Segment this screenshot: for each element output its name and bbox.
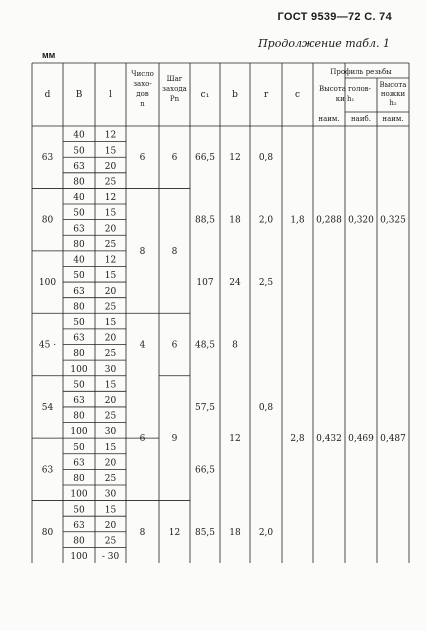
cell-c1: 48,5 (194, 340, 216, 351)
cell-c1: 57,5 (194, 402, 216, 413)
cell-l: 25 (104, 239, 117, 250)
col-header-b: B (75, 90, 83, 100)
col-header-n: захо- (133, 80, 152, 88)
cell-pn: 9 (171, 434, 178, 445)
cell-r: 0,8 (258, 402, 274, 413)
col-header-b-width: b (232, 90, 238, 100)
cell-c1: 88,5 (194, 215, 216, 226)
cell-b: 63 (73, 520, 85, 531)
col-header-r: r (263, 90, 269, 100)
cell-d: 63 (41, 465, 54, 476)
unit-label: мм (42, 50, 56, 60)
cell-l: 20 (104, 224, 117, 235)
cell-l: 25 (104, 536, 117, 547)
col-header-n: n (140, 100, 145, 108)
cell-b: 80 (73, 177, 85, 188)
cell-l: 20 (104, 161, 117, 172)
cell-c1: 85,5 (194, 527, 216, 538)
cell-l: 20 (104, 396, 117, 407)
cell-b: 50 (73, 146, 85, 157)
cell-b: 63 (73, 286, 85, 297)
cell-l: 12 (104, 193, 117, 204)
cell-r: 2,0 (258, 527, 274, 538)
cell-n: 8 (139, 527, 146, 538)
cell-l: 15 (104, 505, 117, 516)
cell-b-width: 18 (229, 527, 241, 538)
cell-b: 100 (70, 364, 88, 375)
col-header-n: дов (136, 90, 149, 98)
cell-b: 63 (73, 333, 85, 344)
cell-l: 25 (104, 302, 117, 313)
cell-b: 50 (73, 271, 85, 282)
col-header-c1: c₁ (200, 90, 210, 100)
cell-r: 2,0 (258, 215, 274, 226)
cell-l: - 30 (101, 552, 120, 563)
cell-b: 100 (70, 489, 88, 500)
cell-b: 80 (73, 536, 85, 547)
cell-b: 40 (73, 130, 85, 141)
cell-r: 0,8 (258, 153, 274, 164)
cell-b: 50 (73, 442, 85, 453)
col-header-l: l (109, 90, 112, 100)
cell-d: 63 (41, 153, 54, 164)
cell-h1-max: 0,320 (348, 215, 374, 226)
cell-l: 20 (104, 286, 117, 297)
cell-l: 20 (104, 520, 117, 531)
cell-l: 30 (104, 364, 117, 375)
cell-l: 25 (104, 177, 117, 188)
standard-code: ГОСТ 9539—72 С. 74 (277, 11, 392, 23)
cell-c: 2,8 (290, 434, 305, 445)
cell-b: 80 (73, 474, 85, 485)
cell-pn: 12 (168, 527, 181, 538)
cell-l: 30 (104, 427, 117, 438)
cell-b: 50 (73, 208, 85, 219)
cell-l: 15 (104, 271, 117, 282)
cell-d: 45 · (38, 340, 57, 351)
cell-b: 40 (73, 255, 85, 266)
cell-h1-min: 0,288 (316, 215, 342, 226)
col-header-min: наим. (318, 115, 340, 123)
cell-b-width: 24 (229, 278, 241, 289)
cell-b-width: 12 (229, 434, 241, 445)
cell-c1: 66,5 (194, 153, 216, 164)
cell-d: 100 (38, 278, 57, 289)
cell-pn: 8 (171, 246, 178, 257)
cell-n: 8 (139, 246, 146, 257)
cell-b: 63 (73, 224, 85, 235)
col-header-c: c (294, 90, 301, 100)
cell-pn: 6 (171, 153, 178, 164)
cell-d: 54 (41, 402, 54, 413)
cell-l: 25 (104, 349, 117, 360)
cell-b-width: 8 (232, 340, 238, 351)
cell-l: 25 (104, 474, 117, 485)
cell-l: 15 (104, 208, 117, 219)
cell-b: 80 (73, 411, 85, 422)
cell-d: 80 (41, 215, 54, 226)
cell-b-width: 12 (229, 153, 241, 164)
cell-b: 50 (73, 505, 85, 516)
cell-l: 30 (104, 489, 117, 500)
cell-l: 12 (104, 130, 117, 141)
cell-c1: 66,5 (194, 465, 216, 476)
col-header-max: наиб. (351, 115, 371, 123)
cell-l: 15 (104, 380, 117, 391)
cell-b: 40 (73, 193, 85, 204)
cell-n: 4 (139, 340, 146, 351)
cell-n: 6 (139, 434, 146, 445)
col-header-h1: Высота голов- (319, 85, 371, 93)
cell-d: 80 (41, 527, 54, 538)
cell-pn: 6 (171, 340, 178, 351)
col-header-pn: Шаг (166, 75, 183, 83)
cell-b: 50 (73, 380, 85, 391)
cell-h2-min: 0,325 (380, 215, 406, 226)
cell-b: 100 (70, 552, 88, 563)
col-header-h1: ки h₁ (335, 95, 355, 103)
cell-c: 1,8 (290, 215, 305, 226)
cell-l: 12 (104, 255, 117, 266)
cell-l: 15 (104, 146, 117, 157)
col-header-d: d (44, 90, 51, 100)
cell-b: 63 (73, 161, 85, 172)
cell-c1: 107 (196, 278, 214, 289)
cell-l: 25 (104, 411, 117, 422)
cell-l: 20 (104, 333, 117, 344)
cell-b: 63 (73, 458, 85, 469)
col-header-pn: захода (162, 85, 187, 93)
cell-h1-min: 0,432 (316, 434, 342, 445)
cell-b: 63 (73, 396, 85, 407)
cell-r: 2,5 (258, 278, 274, 289)
col-header-profile: Профиль резьбы (330, 68, 392, 76)
cell-b: 80 (73, 302, 85, 313)
col-header-h2: Высота (379, 81, 407, 89)
col-header-h2: ножки (380, 90, 406, 98)
cell-l: 15 (104, 317, 117, 328)
cell-b: 80 (73, 349, 85, 360)
cell-h1-max: 0,469 (348, 434, 374, 445)
col-header-min: наим. (382, 115, 404, 123)
cell-b-width: 18 (229, 215, 241, 226)
cell-b: 100 (70, 427, 88, 438)
col-header-h2: h₂ (389, 99, 397, 107)
cell-b: 80 (73, 239, 85, 250)
cell-b: 50 (73, 317, 85, 328)
table-continuation-label: Продолжение табл. 1 (258, 37, 390, 50)
col-header-pn: Pn (169, 95, 180, 103)
col-header-n: Число (131, 70, 154, 78)
cell-l: 20 (104, 458, 117, 469)
cell-l: 15 (104, 442, 117, 453)
cell-n: 6 (139, 153, 146, 164)
cell-h2-min: 0,487 (380, 434, 406, 445)
